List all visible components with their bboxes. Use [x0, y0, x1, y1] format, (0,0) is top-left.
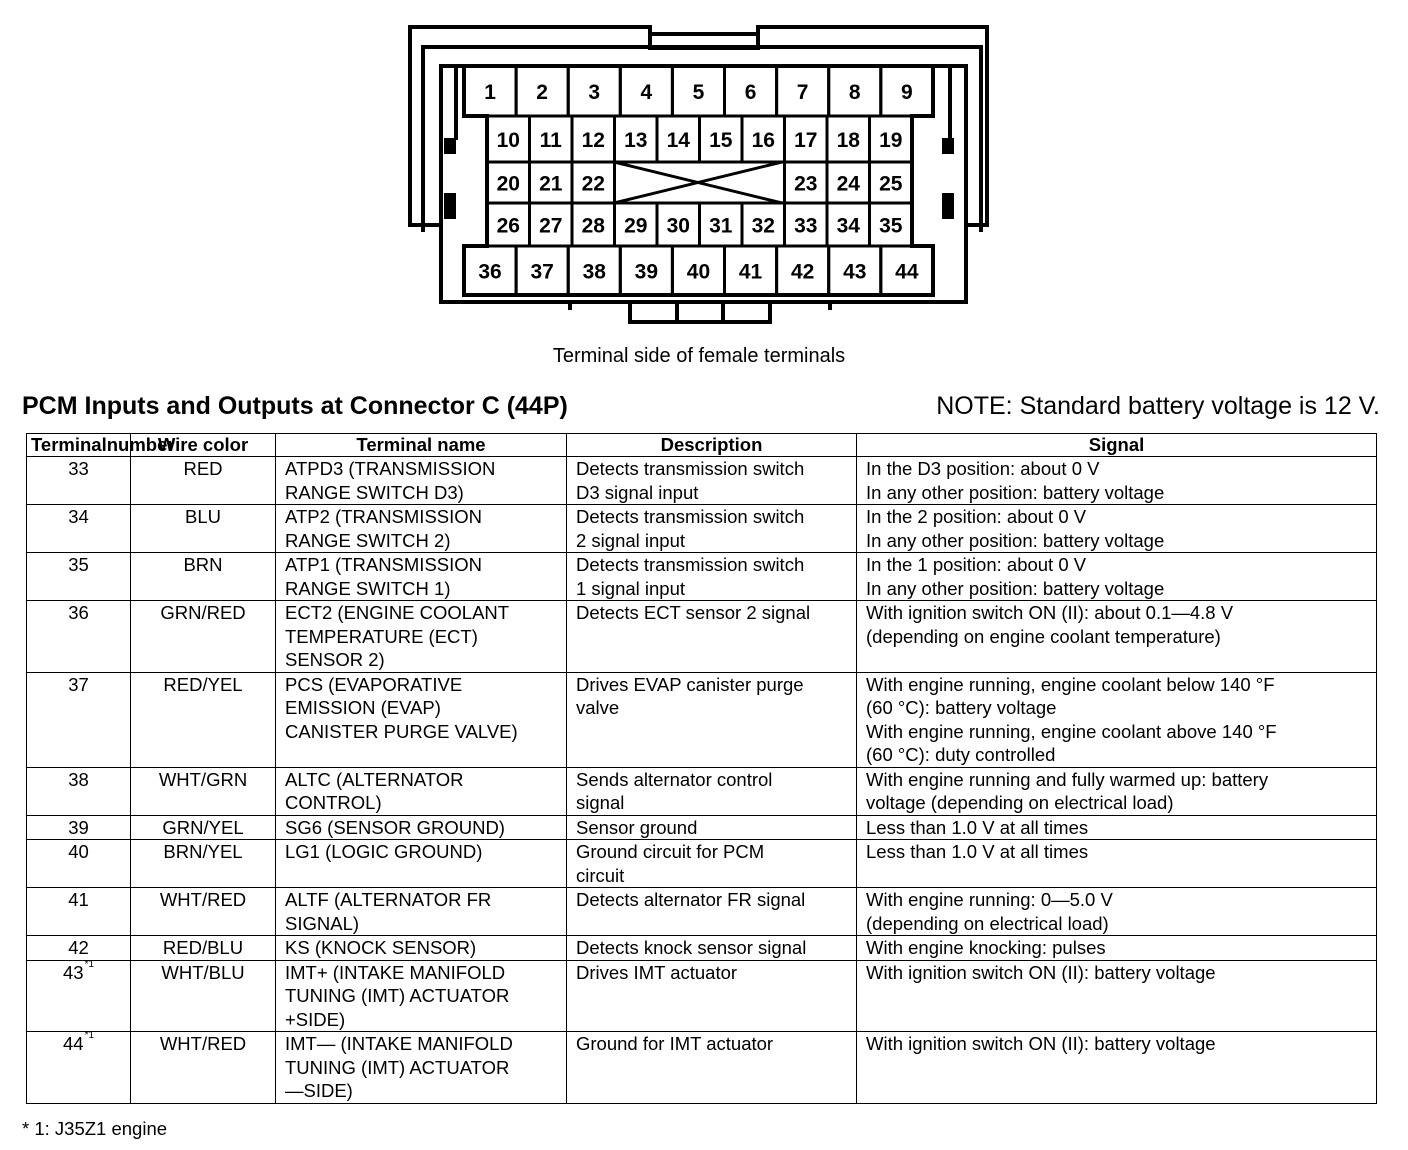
terminal-name-line: TUNING (IMT) ACTUATOR: [285, 1056, 510, 1078]
signal-cell: [857, 553, 1377, 601]
description-cell: [567, 601, 857, 673]
column-header: [27, 434, 175, 457]
column-header-line: Terminal name: [356, 434, 486, 455]
pin-number: 25: [879, 172, 903, 196]
signal-line: voltage (depending on electrical load): [866, 792, 1174, 813]
pin-number: 17: [794, 129, 818, 152]
terminal-name-line: PCS (EVAPORATIVE: [285, 673, 463, 695]
signal-line: (depending on electrical load): [866, 912, 1109, 934]
terminal-number: 35: [68, 554, 89, 575]
description-line: Ground circuit for PCM: [576, 841, 765, 862]
terminal-number-cell: [27, 815, 131, 840]
terminal-number-cell: [27, 601, 131, 673]
pin-number: 22: [581, 172, 605, 196]
pin-number: 20: [496, 172, 520, 196]
terminal-number: 39: [68, 816, 89, 838]
pin-number: 21: [539, 172, 563, 196]
pin-number: 10: [496, 129, 520, 152]
terminal-name-cell: [276, 815, 567, 840]
description-cell: [567, 1032, 857, 1104]
terminal-number-cell: [27, 672, 131, 767]
terminal-name-line: ATP2 (TRANSMISSION: [285, 506, 483, 527]
terminal-name-line: RANGE SWITCH D3): [285, 481, 464, 503]
pin-number: 1: [484, 81, 496, 104]
terminal-number: 34: [68, 506, 89, 527]
pin-number: 27: [539, 214, 563, 238]
pin-number: 15: [709, 129, 733, 152]
description-line: Detects transmission switch: [576, 554, 805, 575]
terminal-name-line: EMISSION (EVAP): [285, 697, 441, 718]
signal-cell: [857, 840, 1377, 888]
pin-number: 4: [640, 81, 653, 104]
pin-number: 8: [848, 81, 861, 104]
diagram-caption: Terminal side of female terminals: [552, 345, 846, 367]
signal-cell: [857, 505, 1377, 553]
table-row: [27, 672, 1377, 767]
description-line: Detects knock sensor signal: [576, 937, 807, 958]
pin-number: 5: [692, 81, 705, 104]
signal-cell: [857, 888, 1377, 936]
description-cell: [567, 888, 857, 936]
description-cell: [567, 815, 857, 840]
terminal-name-line: LG1 (LOGIC GROUND): [285, 841, 483, 862]
pin-number: 28: [581, 214, 605, 238]
description-line: Drives IMT actuator: [576, 961, 738, 983]
terminal-name-line: IMT+ (INTAKE MANIFOLD: [285, 961, 506, 983]
column-header-line: Terminal: [31, 434, 107, 455]
signal-line: With ignition switch ON (II): battery voltage: [866, 961, 1216, 983]
signal-line: With engine knocking: pulses: [866, 937, 1106, 958]
terminal-name-line: SG6 (SENSOR GROUND): [285, 816, 505, 838]
voltage-note: NOTE: Standard battery voltage is 12 V.: [936, 392, 1380, 420]
column-header-line: Description: [660, 434, 763, 455]
pin-number: 32: [751, 214, 775, 238]
signal-cell: [857, 936, 1377, 961]
description-line: Detects transmission switch: [576, 458, 805, 479]
terminal-name-line: KS (KNOCK SENSOR): [285, 937, 477, 958]
pin-number: 18: [836, 129, 860, 152]
description-line: 2 signal input: [576, 529, 686, 551]
table-body: [27, 457, 1377, 1104]
notch: [942, 138, 954, 154]
signal-line: In any other position: battery voltage: [866, 577, 1165, 599]
terminal-name-line: ATPD3 (TRANSMISSION: [285, 458, 496, 479]
signal-line: In the 1 position: about 0 V: [866, 554, 1087, 575]
terminal-number-cell: [27, 888, 131, 936]
description-cell: [567, 767, 857, 815]
description-cell: [567, 457, 857, 505]
pin-number: 34: [836, 214, 860, 238]
pin-number: 30: [666, 214, 690, 238]
pin-number: 37: [530, 260, 554, 284]
description-cell: [567, 840, 857, 888]
signal-line: With ignition switch ON (II): about 0.1—4.8 V: [866, 602, 1234, 623]
pin-number: 38: [582, 260, 606, 284]
table-row: [27, 888, 1377, 936]
signal-line: With engine running: 0—5.0 V: [866, 889, 1113, 910]
description-line: 1 signal input: [576, 577, 686, 599]
terminal-number-cell: [27, 840, 131, 888]
terminal-name-line: SENSOR 2): [285, 649, 385, 670]
signal-line: (60 °C): duty controlled: [866, 744, 1056, 765]
terminal-number-cell: [27, 936, 131, 961]
table-header-row: [27, 434, 1377, 457]
table-row: [27, 601, 1377, 673]
terminal-name-line: RANGE SWITCH 1): [285, 577, 451, 599]
pin-number: 41: [738, 260, 763, 284]
pin-number: 36: [478, 260, 502, 284]
description-line: Detects transmission switch: [576, 506, 805, 527]
table-row: [27, 767, 1377, 815]
terminal-number: 44: [62, 1033, 84, 1054]
terminal-name-line: ATP1 (TRANSMISSION: [285, 554, 483, 575]
description-cell: [567, 936, 857, 961]
terminal-number-cell: [27, 767, 131, 815]
pin-number: 23: [794, 172, 818, 196]
table-row: [27, 840, 1377, 888]
description-line: signal: [576, 792, 625, 813]
pin-number: 6: [744, 81, 757, 104]
terminal-name-cell: [276, 888, 567, 936]
footnote-marker: *1: [84, 1030, 95, 1041]
pin-number: 40: [686, 260, 711, 284]
column-header: [857, 434, 1377, 457]
terminal-number: 42: [68, 937, 89, 958]
terminal-name-line: ALTF (ALTERNATOR FR: [285, 889, 492, 910]
pin-number: 39: [634, 260, 659, 284]
signal-cell: [857, 767, 1377, 815]
terminal-number: 37: [68, 673, 89, 695]
description-cell: [567, 960, 857, 1032]
wire-color: GRN/YEL: [131, 815, 276, 840]
pin-number: 43: [843, 260, 867, 284]
terminal-number-cell: [27, 457, 131, 505]
pin-number: 13: [624, 129, 648, 152]
notch: [444, 138, 456, 154]
description-cell: [567, 505, 857, 553]
terminal-name-line: ALTC (ALTERNATOR: [285, 768, 464, 790]
terminal-number-cell: [27, 505, 131, 553]
signal-cell: [857, 457, 1377, 505]
wire-color: WHT/RED: [131, 888, 276, 936]
connector-bottom-key: [630, 302, 770, 322]
column-header: [567, 434, 857, 457]
signal-line: In the 2 position: about 0 V: [866, 506, 1087, 527]
column-header: [276, 434, 567, 457]
wire-color: RED/YEL: [131, 672, 276, 767]
terminal-name-line: —SIDE): [285, 1080, 353, 1101]
column-header-line: Wire color: [157, 434, 249, 455]
footnote: * 1: J35Z1 engine: [22, 1118, 168, 1139]
blank-cavity: [614, 162, 782, 203]
pin-number: 11: [539, 129, 562, 152]
description-line: D3 signal input: [576, 481, 699, 503]
footnote-marker: *1: [84, 958, 95, 970]
terminal-number-cell: [27, 1032, 131, 1104]
terminal-name-line: IMT— (INTAKE MANIFOLD: [285, 1033, 513, 1054]
wire-color: GRN/RED: [131, 601, 276, 673]
description-line: Sends alternator control: [576, 768, 773, 790]
pin-number: 12: [581, 129, 605, 152]
description-line: Sensor ground: [576, 816, 698, 838]
terminal-name-line: +SIDE): [285, 1008, 346, 1030]
notch: [444, 193, 456, 219]
signal-line: Less than 1.0 V at all times: [866, 816, 1089, 838]
pin-number: 16: [751, 129, 775, 152]
terminal-number: 40: [68, 841, 89, 862]
pin-number: 26: [496, 214, 520, 238]
terminal-name-cell: [276, 960, 567, 1032]
description-cell: [567, 553, 857, 601]
wire-color: BRN: [131, 553, 276, 601]
signal-cell: [857, 960, 1377, 1032]
wire-color: WHT/RED: [131, 1032, 276, 1104]
terminal-name-cell: [276, 672, 567, 767]
terminal-name-cell: [276, 601, 567, 673]
pin-number: 9: [901, 81, 913, 104]
table-row: [27, 457, 1377, 505]
io-table: [26, 433, 1377, 1104]
signal-cell: [857, 601, 1377, 673]
terminal-name-cell: [276, 505, 567, 553]
signal-cell: [857, 672, 1377, 767]
terminal-number-cell: [27, 960, 131, 1032]
table-row: [27, 815, 1377, 840]
page-title: PCM Inputs and Outputs at Connector C (44P): [22, 392, 568, 420]
pin-number: 24: [836, 172, 860, 196]
column-header-line: Signal: [1088, 434, 1145, 455]
terminal-name-cell: [276, 767, 567, 815]
pin-number: 42: [790, 260, 815, 284]
table-row: [27, 936, 1377, 961]
signal-line: Less than 1.0 V at all times: [866, 841, 1089, 862]
terminal-number: 41: [68, 889, 89, 910]
pin-number: 14: [666, 129, 690, 152]
pin-number: 3: [588, 81, 601, 104]
wire-color: RED/BLU: [131, 936, 276, 961]
terminal-name-cell: [276, 553, 567, 601]
terminal-name-line: CANISTER PURGE VALVE): [285, 720, 518, 742]
description-line: Drives EVAP canister purge: [576, 673, 804, 695]
signal-line: With engine running, engine coolant above 140 °F: [866, 720, 1277, 742]
terminal-name-cell: [276, 840, 567, 888]
wire-color: BRN/YEL: [131, 840, 276, 888]
terminal-name-line: TUNING (IMT) ACTUATOR: [285, 985, 510, 1006]
terminal-name-line: CONTROL): [285, 792, 382, 813]
signal-line: (60 °C): battery voltage: [866, 697, 1057, 718]
table-row: [27, 960, 1377, 1032]
signal-line: In any other position: battery voltage: [866, 481, 1165, 503]
description-line: valve: [576, 697, 620, 718]
pin-number: 19: [879, 129, 903, 152]
table-row: [27, 1032, 1377, 1104]
pin-number: 44: [895, 260, 919, 284]
pin-number: 7: [796, 81, 809, 104]
column-header-line: number: [106, 434, 175, 455]
connector-diagram: [0, 0, 1408, 335]
table-row: [27, 505, 1377, 553]
pin-number: 33: [794, 214, 818, 238]
pin-number: 31: [709, 214, 733, 238]
signal-line: In any other position: battery voltage: [866, 529, 1165, 551]
wire-color: WHT/BLU: [131, 960, 276, 1032]
signal-line: (depending on engine coolant temperature): [866, 625, 1221, 647]
terminal-name-line: RANGE SWITCH 2): [285, 529, 451, 551]
signal-line: With ignition switch ON (II): battery voltage: [866, 1033, 1216, 1054]
wire-color: WHT/GRN: [131, 767, 276, 815]
signal-line: With engine running and fully warmed up: battery: [866, 768, 1269, 790]
wire-color: BLU: [131, 505, 276, 553]
terminal-number: 33: [68, 458, 89, 479]
description-cell: [567, 672, 857, 767]
notch: [942, 193, 954, 219]
terminal-number-cell: [27, 553, 131, 601]
description-line: circuit: [576, 864, 625, 886]
terminal-name-line: SIGNAL): [285, 912, 360, 934]
terminal-number: 43: [62, 961, 84, 983]
terminal-name-line: TEMPERATURE (ECT): [285, 625, 478, 647]
terminal-name-cell: [276, 457, 567, 505]
description-line: Ground for IMT actuator: [576, 1033, 774, 1054]
pin-number: 29: [624, 214, 648, 238]
pin-number: 35: [879, 214, 903, 238]
terminal-number: 38: [68, 768, 89, 790]
description-line: Detects ECT sensor 2 signal: [576, 602, 811, 623]
pin-number: 2: [536, 81, 548, 104]
terminal-name-line: ECT2 (ENGINE COOLANT: [285, 602, 510, 623]
table-row: [27, 553, 1377, 601]
signal-line: With engine running, engine coolant below 140 °F: [866, 673, 1275, 695]
terminal-name-cell: [276, 936, 567, 961]
description-line: Detects alternator FR signal: [576, 889, 806, 910]
wire-color: RED: [131, 457, 276, 505]
terminal-number: 36: [68, 602, 89, 623]
terminal-name-cell: [276, 1032, 567, 1104]
signal-cell: [857, 815, 1377, 840]
signal-cell: [857, 1032, 1377, 1104]
signal-line: In the D3 position: about 0 V: [866, 458, 1100, 479]
